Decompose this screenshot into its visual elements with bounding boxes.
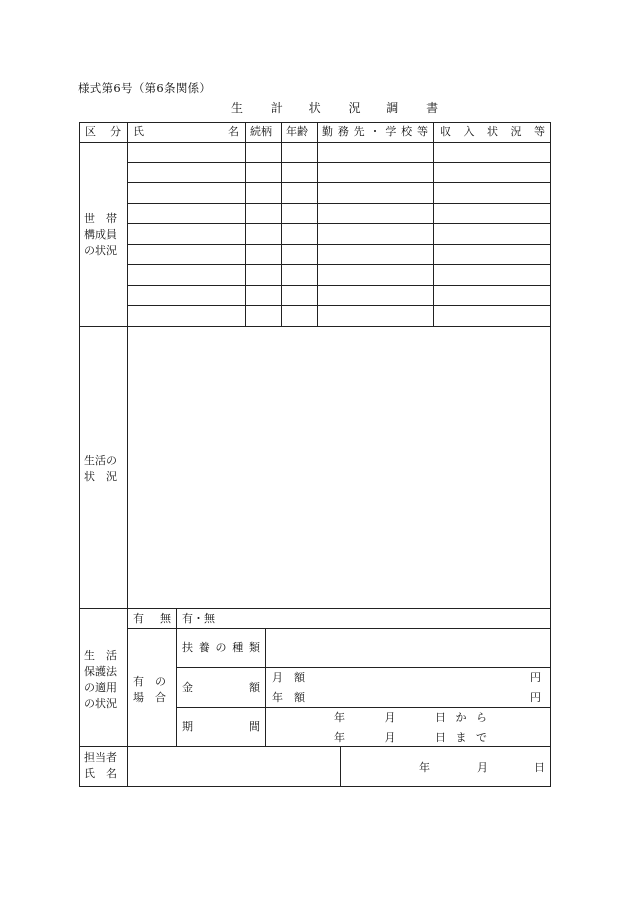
header-char: 氏 [133, 125, 144, 138]
support-char: 扶 [182, 641, 193, 654]
category-header [85, 126, 121, 137]
support-type-label [182, 642, 260, 653]
presence-value: 有・無 [182, 612, 215, 625]
period-to-char: ま [455, 731, 467, 744]
yen-unit: 円 [530, 671, 541, 684]
support-char: 種 [232, 641, 244, 654]
household-label-line: 構成員 [84, 228, 117, 241]
title-char: 調 [386, 101, 399, 115]
yen-unit: 円 [530, 691, 541, 704]
amount-label [182, 682, 260, 693]
period-char: 期 [182, 720, 193, 733]
period-to-char: 日 [435, 731, 446, 744]
title-char: 状 [308, 101, 321, 115]
date-month: 月 [477, 761, 488, 774]
name-header [133, 126, 239, 137]
header-char: 先 [353, 125, 365, 138]
if-yes-label-line: 有 の [133, 675, 166, 688]
yearly-label: 年 額 [272, 691, 305, 704]
welfare-label-line: 生 活 [84, 649, 117, 662]
header-char: 名 [228, 125, 239, 138]
presence-char: 無 [160, 612, 171, 625]
living-label-line: 状 況 [84, 470, 117, 483]
period-from-char: ら [476, 711, 487, 724]
period-label [182, 721, 260, 732]
if-yes-label-line: 場 合 [133, 691, 166, 704]
support-char: の [215, 641, 227, 654]
period-char: 間 [249, 720, 260, 733]
person-in-charge-label-line: 担当者 [84, 751, 117, 764]
title-char: 計 [270, 101, 283, 115]
household-label-line: 世 帯 [84, 212, 117, 225]
header-char: 等 [416, 125, 428, 138]
document-title [226, 99, 443, 116]
person-in-charge-label-line: 氏 名 [84, 767, 117, 780]
period-from-char: 月 [384, 711, 396, 724]
period-from-char: 日 [435, 711, 446, 724]
presence-label [133, 613, 171, 624]
household-label-line: の状況 [84, 244, 117, 257]
period-from [334, 712, 487, 723]
header-char: 分 [110, 125, 121, 138]
living-label-line: 生活の [84, 454, 117, 467]
header-char: 務 [337, 125, 349, 138]
welfare-label-line: の状況 [84, 697, 117, 710]
title-char: 書 [426, 101, 439, 115]
header-char: 校 [401, 125, 413, 138]
period-to [334, 732, 487, 743]
period-to-char: で [476, 731, 487, 744]
period-from-char: か [455, 711, 467, 724]
amount-char: 金 [182, 681, 193, 694]
amount-char: 額 [249, 681, 260, 694]
header-char: ・ [369, 125, 381, 138]
period-from-char: 年 [334, 711, 345, 724]
header-char: 等 [534, 125, 545, 138]
title-char: 生 [230, 101, 243, 115]
age-header: 年齢 [286, 125, 308, 138]
period-to-char: 年 [334, 731, 345, 744]
welfare-label-line: 保護法 [84, 665, 117, 678]
header-char: 入 [463, 125, 475, 138]
date-year: 年 [419, 761, 430, 774]
header-char: 況 [510, 125, 522, 138]
title-char: 況 [348, 101, 361, 115]
welfare-label-line: の適用 [84, 681, 117, 694]
monthly-label: 月 額 [272, 671, 305, 684]
workplace-header [322, 126, 428, 137]
support-char: 類 [249, 641, 260, 654]
form-number: 様式第6号（第6条関係） [78, 81, 212, 95]
header-char: 学 [385, 125, 397, 138]
header-char: 収 [440, 125, 451, 138]
period-to-char: 月 [384, 731, 396, 744]
header-char: 勤 [322, 125, 333, 138]
income-header [440, 126, 545, 137]
date-day: 日 [534, 761, 545, 774]
header-char: 区 [85, 125, 96, 138]
presence-char: 有 [133, 612, 144, 625]
header-char: 状 [487, 125, 498, 138]
relation-header: 続柄 [250, 125, 272, 138]
support-char: 養 [198, 641, 210, 654]
